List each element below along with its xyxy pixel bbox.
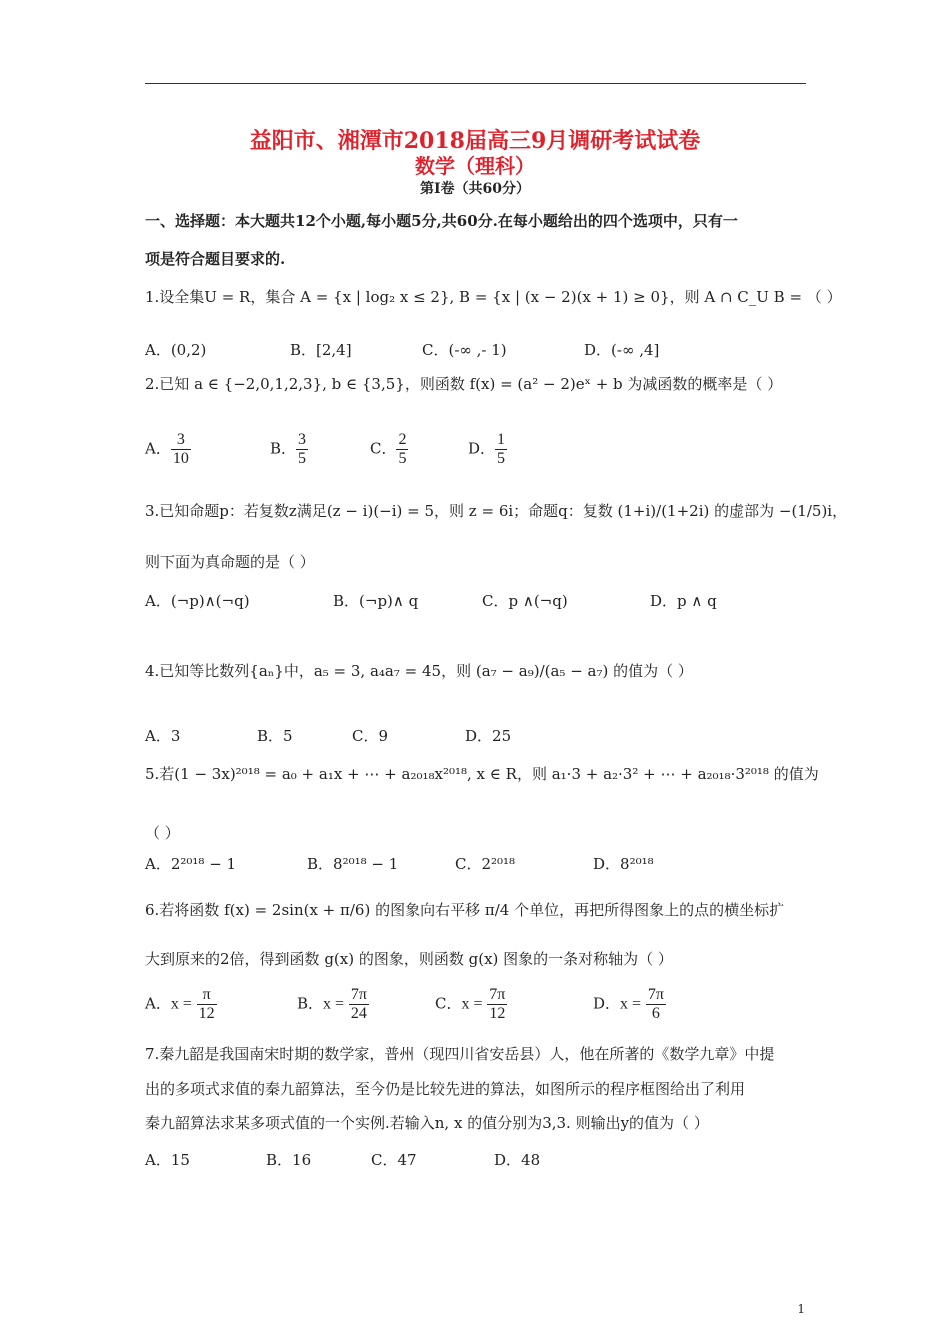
question-7-line2: 出的多项式求值的秦九韶算法，至今仍是比较先进的算法，如图所示的程序框图给出了利用 bbox=[145, 1080, 746, 1098]
q4-option-c: C．9 bbox=[352, 727, 389, 745]
q7-option-a: A．15 bbox=[145, 1151, 190, 1169]
question-7-line3: 秦九韶算法求某多项式值的一个实例.若输入n, x 的值分别为3,3. 则输出y的值为（ ） bbox=[145, 1114, 709, 1132]
page-number: 1 bbox=[797, 1302, 805, 1316]
question-1: 1.设全集U = R，集合 A = {x | log₂ x ≤ 2}, B = {x | (x − 2)(x + 1) ≥ 0}，则 A ∩ C_U B = （ ） bbox=[145, 288, 842, 306]
question-4: 4.已知等比数列{aₙ}中，a₅ = 3, a₄a₇ = 45，则 (a₇ − a₉)/(a₅ − a₇) 的值为（ ） bbox=[145, 662, 693, 680]
q3-option-a: A．(¬p)∧(¬q) bbox=[145, 592, 250, 610]
q1-option-c: C．(-∞ ,- 1) bbox=[422, 341, 507, 359]
q5-option-a: A．2²⁰¹⁸ − 1 bbox=[145, 855, 237, 873]
part-heading: 第Ⅰ卷（共60分） bbox=[419, 181, 531, 197]
header-rule bbox=[145, 83, 806, 84]
question-6-line2: 大到原来的2倍，得到函数 g(x) 的图象，则函数 g(x) 图象的一条对称轴为（ ） bbox=[145, 950, 673, 968]
exam-title: 益阳市、湘潭市2018届高三9月调研考试试卷 bbox=[249, 128, 701, 154]
q2-option-d: D． $\frac{1}{5}$ bbox=[468, 431, 506, 467]
q6-option-c: C．x = $\frac{7\pi}{12}$ bbox=[435, 986, 506, 1022]
question-3: 3.已知命题p：若复数z满足(z − i)(−i) = 5，则 z = 6i；命题q：复数 (1+i)/(1+2i) 的虚部为 −(1/5)i， bbox=[145, 502, 848, 520]
q6-option-d: D．x = $\frac{7\pi}{6}$ bbox=[593, 986, 664, 1022]
q4-option-b: B．5 bbox=[257, 727, 293, 745]
q3-option-d: D．p ∧ q bbox=[650, 592, 717, 610]
section-intro-line2: 项是符合题目要求的. bbox=[145, 250, 286, 268]
q3-option-c: C．p ∧(¬q) bbox=[482, 592, 568, 610]
question-6: 6.若将函数 f(x) = 2sin(x + π/6) 的图象向右平移 π/4 个单位，再把所得图象上的点的横坐标扩 bbox=[145, 901, 785, 919]
q1-option-d: D．(-∞ ,4] bbox=[584, 341, 660, 359]
q2-option-a: A． $\frac{3}{10}$ bbox=[145, 431, 189, 467]
q6-option-b: B．x = $\frac{7\pi}{24}$ bbox=[297, 986, 367, 1022]
q1-option-a: A．(0,2) bbox=[145, 341, 207, 359]
exam-subtitle: 数学（理科） bbox=[415, 154, 535, 178]
question-5: 5.若(1 − 3x)²⁰¹⁸ = a₀ + a₁x + ⋯ + a₂₀₁₈x²⁰¹⁸, x ∈ R，则 a₁·3 + a₂·3² + ⋯ + a₂₀₁₈·3²⁰¹⁸ 的值为 bbox=[145, 765, 819, 783]
q1-option-b: B．[2,4] bbox=[290, 341, 352, 359]
q2-option-c: C． $\frac{2}{5}$ bbox=[370, 431, 407, 467]
q4-option-d: D．25 bbox=[465, 727, 512, 745]
section-intro-line1: 一、选择题：本大题共12个小题,每小题5分,共60分.在每小题给出的四个选项中，只有一 bbox=[145, 212, 738, 230]
q7-option-d: D．48 bbox=[494, 1151, 541, 1169]
q2-option-b: B． $\frac{3}{5}$ bbox=[270, 431, 307, 467]
q3-option-b: B．(¬p)∧ q bbox=[333, 592, 419, 610]
q5-option-c: C．2²⁰¹⁸ bbox=[455, 855, 516, 873]
q7-option-c: C．47 bbox=[371, 1151, 417, 1169]
q5-option-b: B．8²⁰¹⁸ − 1 bbox=[307, 855, 399, 873]
q6-option-a: A．x = $\frac{\pi}{12}$ bbox=[145, 986, 215, 1022]
question-2: 2.已知 a ∈ {−2,0,1,2,3}, b ∈ {3,5}，则函数 f(x) = (a² − 2)eˣ + b 为减函数的概率是（ ） bbox=[145, 375, 783, 393]
q7-option-b: B．16 bbox=[266, 1151, 312, 1169]
q4-option-a: A．3 bbox=[145, 727, 181, 745]
question-7-line1: 7.秦九韶是我国南宋时期的数学家，普州（现四川省安岳县）人，他在所著的《数学九章》中提 bbox=[145, 1045, 775, 1063]
question-5-line2: （ ） bbox=[145, 824, 180, 842]
q5-option-d: D．8²⁰¹⁸ bbox=[593, 855, 654, 873]
question-3-line2: 则下面为真命题的是（ ） bbox=[145, 553, 315, 571]
